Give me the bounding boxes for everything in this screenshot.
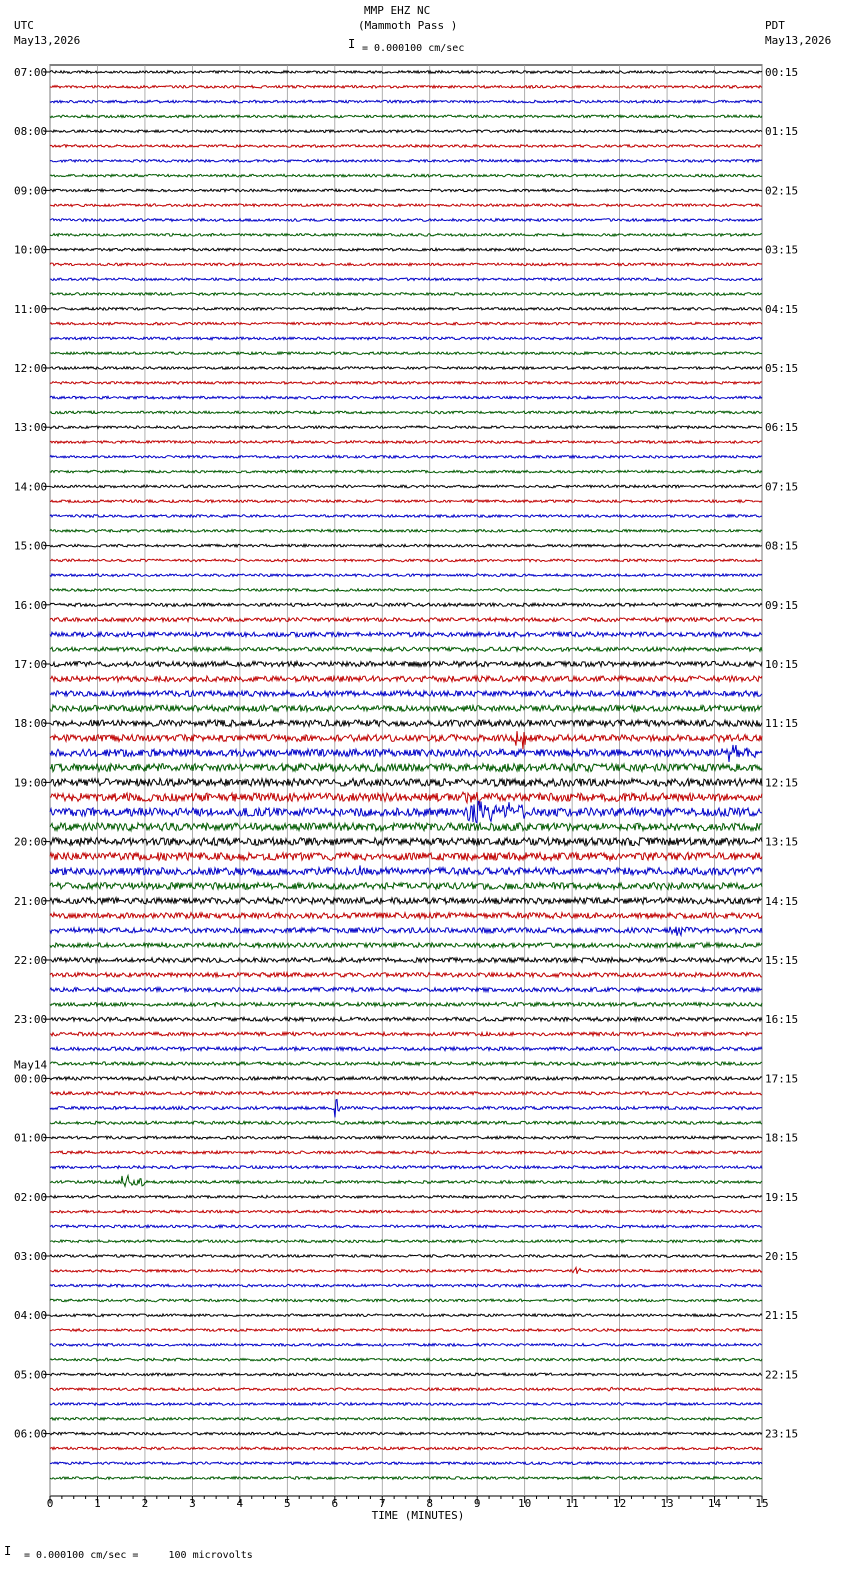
left-hour-label-9: 16:00	[14, 598, 48, 612]
left-hour-label-15: 22:00	[14, 954, 48, 967]
x-tick-label-14: 14	[707, 1497, 722, 1510]
trace-74	[50, 1166, 762, 1169]
left-hour-label-16: 23:00	[14, 1013, 48, 1027]
x-tick-label-7: 7	[378, 1497, 386, 1510]
right-hour-label-15: 15:15	[765, 954, 799, 967]
trace-67	[50, 1062, 762, 1065]
trace-4	[50, 130, 762, 133]
x-tick-label-11: 11	[565, 1497, 579, 1510]
station-title: MMP EHZ NC	[364, 4, 431, 17]
trace-94	[50, 1462, 762, 1465]
trace-16	[50, 308, 762, 311]
trace-5	[50, 145, 762, 148]
left-timezone: UTC	[14, 19, 34, 32]
trace-50	[50, 801, 762, 823]
x-tick-label-0: 0	[46, 1497, 54, 1510]
trace-77	[50, 1210, 762, 1213]
trace-2	[50, 100, 762, 103]
left-hour-label-18: 01:00	[14, 1131, 48, 1145]
right-hour-label-23: 23:15	[765, 1427, 799, 1441]
trace-33	[50, 559, 762, 562]
trace-79	[50, 1240, 762, 1243]
right-date: May13,2026	[765, 34, 832, 47]
trace-62	[50, 988, 762, 992]
trace-42	[50, 691, 762, 697]
trace-29	[50, 500, 762, 503]
right-hour-label-7: 07:15	[765, 480, 799, 494]
left-hour-label-7: 14:00	[14, 480, 48, 494]
trace-55	[50, 883, 762, 890]
left-date: May13,2026	[14, 34, 81, 47]
right-hour-label-3: 03:15	[765, 243, 799, 257]
trace-83	[50, 1299, 762, 1302]
trace-64	[50, 1017, 762, 1021]
right-hour-label-12: 12:15	[765, 776, 799, 790]
right-hour-label-5: 05:15	[765, 362, 799, 375]
trace-43	[50, 705, 762, 711]
trace-48	[50, 779, 762, 787]
trace-32	[50, 544, 762, 547]
right-hour-label-1: 01:15	[765, 125, 799, 139]
right-hour-label-4: 04:15	[765, 302, 799, 316]
left-hour-label-23: 06:00	[14, 1427, 48, 1441]
trace-31	[50, 530, 762, 533]
left-hour-label-4: 11:00	[14, 302, 48, 316]
left-hour-label-0: 07:00	[14, 66, 48, 79]
trace-81	[50, 1268, 762, 1274]
trace-40	[50, 661, 762, 666]
trace-27	[50, 470, 762, 473]
x-tick-label-4: 4	[236, 1497, 244, 1510]
trace-15	[50, 293, 762, 296]
right-hour-label-9: 09:15	[765, 598, 799, 612]
trace-18	[50, 337, 762, 340]
trace-35	[50, 589, 762, 592]
left-hour-label-6: 13:00	[14, 421, 48, 435]
trace-52	[50, 838, 762, 846]
left-hour-label-10: 17:00	[14, 658, 48, 671]
left-hour-label-14: 21:00	[14, 894, 48, 908]
date-change-label: May14	[14, 1058, 48, 1072]
x-tick-label-10: 10	[518, 1497, 532, 1510]
trace-85	[50, 1329, 762, 1332]
scale-text: = 0.000100 cm/sec	[362, 43, 465, 54]
trace-24	[50, 426, 762, 429]
trace-51	[50, 823, 762, 831]
trace-11	[50, 234, 762, 237]
seismic-traces	[50, 71, 762, 1480]
trace-91	[50, 1418, 762, 1421]
right-hour-label-19: 19:15	[765, 1190, 799, 1204]
x-tick-label-5: 5	[284, 1497, 291, 1510]
trace-57	[50, 913, 762, 919]
trace-14	[50, 278, 762, 281]
left-hour-label-8: 15:00	[14, 539, 48, 553]
footer-scale-icon: I	[4, 1544, 12, 1558]
x-tick-label-6: 6	[331, 1497, 339, 1510]
trace-86	[50, 1344, 762, 1347]
trace-76	[50, 1196, 762, 1199]
left-hour-label-11: 18:00	[14, 717, 48, 731]
trace-17	[50, 322, 762, 325]
trace-88	[50, 1373, 762, 1376]
trace-66	[50, 1047, 762, 1051]
right-hour-label-2: 02:15	[765, 184, 799, 198]
trace-23	[50, 411, 762, 414]
trace-25	[50, 441, 762, 444]
trace-12	[50, 248, 762, 251]
trace-9	[50, 204, 762, 207]
left-hour-label-12: 19:00	[14, 776, 48, 790]
trace-36	[50, 603, 762, 606]
trace-39	[50, 647, 762, 651]
trace-3	[50, 115, 762, 118]
right-hour-label-6: 06:15	[765, 421, 799, 435]
scale-bar-icon: I	[348, 37, 356, 51]
x-tick-label-2: 2	[141, 1497, 149, 1510]
trace-61	[50, 973, 762, 977]
right-hour-label-21: 21:15	[765, 1309, 799, 1323]
trace-70	[50, 1100, 762, 1118]
trace-6	[50, 160, 762, 163]
trace-69	[50, 1092, 762, 1095]
trace-38	[50, 632, 762, 637]
trace-47	[50, 764, 762, 772]
trace-19	[50, 352, 762, 355]
trace-1	[50, 86, 762, 89]
left-hour-label-3: 10:00	[14, 243, 48, 257]
trace-0	[50, 71, 762, 74]
trace-22	[50, 396, 762, 399]
right-timezone: PDT	[765, 19, 785, 32]
trace-46	[50, 745, 762, 762]
trace-68	[50, 1077, 762, 1080]
trace-41	[50, 676, 762, 682]
trace-45	[50, 731, 762, 749]
right-hour-label-0: 00:15	[765, 66, 799, 79]
right-hour-label-14: 14:15	[765, 894, 799, 908]
left-hour-label-20: 03:00	[14, 1250, 48, 1263]
trace-59	[50, 943, 762, 948]
trace-54	[50, 865, 762, 874]
right-hour-label-13: 13:15	[765, 835, 799, 849]
x-tick-label-12: 12	[612, 1497, 627, 1510]
trace-82	[50, 1284, 762, 1287]
trace-78	[50, 1225, 762, 1228]
trace-92	[50, 1432, 762, 1435]
trace-89	[50, 1387, 762, 1391]
trace-63	[50, 1003, 762, 1007]
x-tick-label-15: 15	[755, 1497, 769, 1510]
x-tick-label-1: 1	[94, 1497, 101, 1510]
trace-44	[50, 720, 762, 726]
trace-72	[50, 1136, 762, 1139]
left-hour-label-19: 02:00	[14, 1190, 48, 1204]
trace-49	[50, 792, 762, 805]
trace-95	[50, 1477, 762, 1480]
trace-84	[50, 1314, 762, 1317]
right-hour-label-10: 10:15	[765, 658, 799, 671]
trace-53	[50, 853, 762, 861]
trace-30	[50, 515, 762, 518]
site-title: (Mammoth Pass )	[358, 19, 458, 32]
left-hour-label-22: 05:00	[14, 1368, 48, 1382]
trace-26	[50, 456, 762, 459]
right-hour-label-22: 22:15	[765, 1368, 799, 1382]
x-tick-label-9: 9	[473, 1497, 481, 1510]
left-hour-label-5: 12:00	[14, 362, 48, 375]
left-hour-label-17: 00:00	[14, 1072, 48, 1086]
trace-93	[50, 1447, 762, 1450]
trace-20	[50, 367, 762, 370]
trace-58	[50, 927, 762, 936]
left-hour-label-13: 20:00	[14, 835, 48, 849]
trace-28	[50, 485, 762, 488]
left-hour-label-1: 08:00	[14, 125, 48, 139]
trace-13	[50, 263, 762, 266]
right-hour-label-20: 20:15	[765, 1250, 799, 1263]
right-hour-label-17: 17:15	[765, 1072, 799, 1086]
right-hour-label-11: 11:15	[765, 717, 799, 731]
left-hour-label-21: 04:00	[14, 1309, 48, 1323]
trace-34	[50, 574, 762, 577]
trace-87	[50, 1358, 762, 1361]
axis-labels	[14, 66, 798, 1510]
trace-65	[50, 1032, 762, 1036]
trace-73	[50, 1151, 762, 1154]
right-hour-label-8: 08:15	[765, 539, 799, 553]
trace-10	[50, 219, 762, 222]
x-axis-label: TIME (MINUTES)	[371, 1509, 465, 1522]
x-tick-label-8: 8	[426, 1497, 434, 1510]
trace-8	[50, 189, 762, 192]
x-tick-label-3: 3	[189, 1497, 196, 1510]
left-hour-label-2: 09:00	[14, 184, 48, 198]
trace-71	[50, 1121, 762, 1124]
footer-scale-note: = 0.000100 cm/sec = 100 microvolts	[24, 1550, 253, 1561]
right-hour-label-18: 18:15	[765, 1131, 799, 1145]
trace-75	[50, 1176, 762, 1187]
trace-60	[50, 958, 762, 963]
right-hour-label-16: 16:15	[765, 1013, 799, 1027]
trace-90	[50, 1403, 762, 1406]
trace-37	[50, 618, 762, 622]
trace-21	[50, 382, 762, 385]
trace-56	[50, 898, 762, 904]
x-tick-label-13: 13	[660, 1497, 674, 1510]
trace-7	[50, 174, 762, 177]
trace-80	[50, 1255, 762, 1258]
